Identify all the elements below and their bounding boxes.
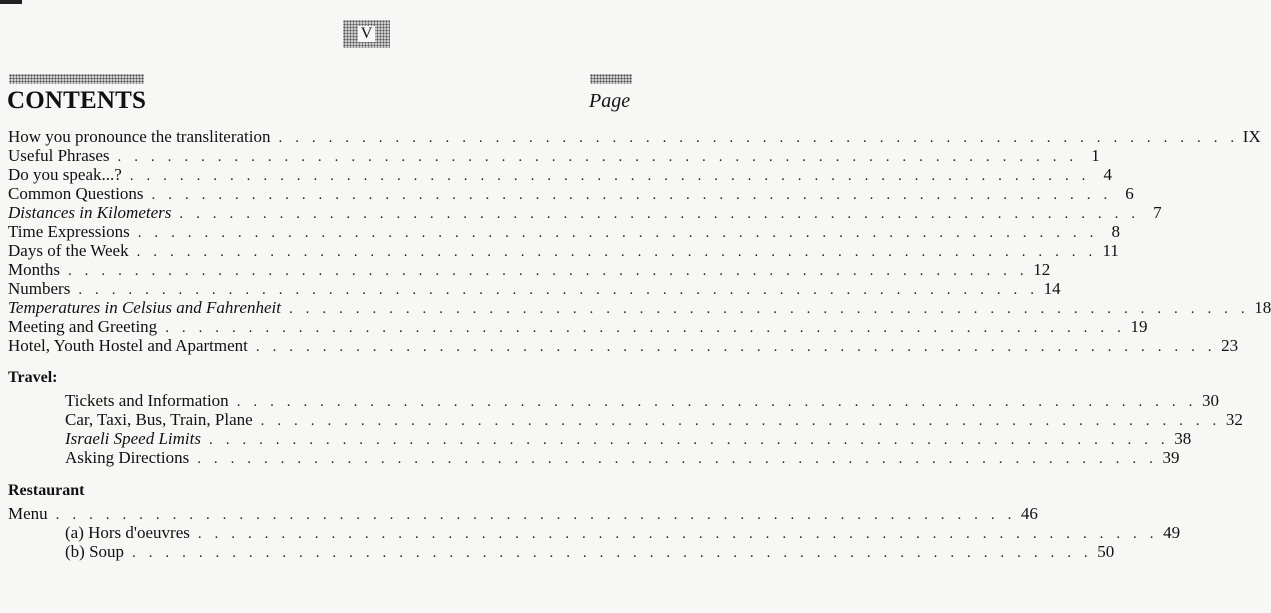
toc-entry-page: 4 (1103, 165, 1113, 184)
toc-entry[interactable] (8, 203, 1162, 222)
toc-entry-title: Meeting and Greeting (8, 317, 158, 336)
toc-entry-page: 30 (1201, 391, 1219, 410)
toc-entry-page: 38 (1174, 429, 1192, 448)
toc-entry[interactable] (8, 504, 1038, 523)
toc-entry-page: 11 (1102, 241, 1119, 260)
toc-entry-page: 49 (1163, 523, 1181, 542)
toc-entry-page: 19 (1130, 317, 1148, 336)
toc-entry[interactable] (8, 279, 1061, 298)
dot-leader: . . . . . . . . . . . . . . . . . . . . . . . . . . . . . . . . . . . . . . . . . . . . . . . . . . . . . . . . . . (197, 526, 1159, 542)
toc-entry[interactable] (65, 448, 1180, 467)
toc-entry[interactable] (65, 391, 1219, 410)
page-column-label: Page (589, 90, 631, 112)
toc-entry-title: Time Expressions (8, 222, 130, 241)
dot-leader: . . . . . . . . . . . . . . . . . . . . . . . . . . . . . . . . . . . . . . . . . . . . . . . . . . . . . . . . . . (136, 244, 1097, 260)
toc-entry-page: IX (1242, 127, 1261, 146)
toc-entry-title: Menu (8, 504, 48, 523)
dot-leader: . . . . . . . . . . . . . . . . . . . . . . . . . . . . . . . . . . . . . . . . . . . . . . . . . . . . . . . . . . (197, 451, 1158, 467)
toc-entry-page: 39 (1162, 448, 1180, 467)
page-number-badge (343, 20, 390, 48)
dot-leader: . . . . . . . . . . . . . . . . . . . . . . . . . . . . . . . . . . . . . . . . . . . . . . . . . . . . . . . . . . (209, 432, 1170, 448)
toc-entry-title: Temperatures in Celsius and Fahrenheit (8, 298, 281, 317)
toc-entry-title: Numbers (8, 279, 71, 298)
toc-entry-title: Days of the Week (8, 241, 129, 260)
toc-entry-title: (a) Hors d'oeuvres (65, 523, 190, 542)
toc-entry-page: 18 (1254, 298, 1271, 317)
section-heading-restaurant: Restaurant (8, 482, 85, 499)
toc-entry-page: 6 (1125, 184, 1134, 203)
toc-entry-title: (b) Soup (65, 542, 125, 561)
toc-entry[interactable] (8, 127, 1261, 146)
toc-entry-title: Tickets and Information (65, 391, 229, 410)
toc-entry-title: Common Questions (8, 184, 144, 203)
toc-entry[interactable] (65, 429, 1192, 448)
toc-entry[interactable] (8, 222, 1120, 241)
dot-leader: . . . . . . . . . . . . . . . . . . . . . . . . . . . . . . . . . . . . . . . . . . . . . . . . . . . . . . . . . . (165, 320, 1126, 336)
contents-heading: CONTENTS (7, 87, 147, 114)
toc-entry-title: Useful Phrases (8, 146, 110, 165)
dot-leader: . . . . . . . . . . . . . . . . . . . . . . . . . . . . . . . . . . . . . . . . . . . . . . . . . . . . . . . . . . (129, 168, 1091, 184)
toc-entry-page: 46 (1020, 504, 1038, 523)
toc-entry[interactable] (8, 241, 1119, 260)
toc-entry-page: 23 (1221, 336, 1239, 355)
toc-entry-title: Car, Taxi, Bus, Train, Plane (65, 410, 253, 429)
toc-entry[interactable] (65, 410, 1243, 429)
toc-entry-page: 7 (1153, 203, 1162, 222)
dot-leader: . . . . . . . . . . . . . . . . . . . . . . . . . . . . . . . . . . . . . . . . . . . . . . . . . . . . . . . . . . (260, 413, 1221, 429)
dot-leader: . . . . . . . . . . . . . . . . . . . . . . . . . . . . . . . . . . . . . . . . . . . . . . . . . . . . . . . . . . (288, 301, 1250, 317)
dot-leader: . . . . . . . . . . . . . . . . . . . . . . . . . . . . . . . . . . . . . . . . . . . . . . . . . . . . . . . . . . (132, 545, 1093, 561)
toc-entry[interactable] (8, 298, 1271, 317)
toc-entry-page: 14 (1043, 279, 1061, 298)
toc-entry-title: Hotel, Youth Hostel and Apartment (8, 336, 248, 355)
toc-entry[interactable] (8, 336, 1239, 355)
toc-entry[interactable] (8, 184, 1134, 203)
corner-mark (0, 0, 22, 4)
toc-entry-page: 8 (1111, 222, 1120, 241)
toc-entry-title: Do you speak...? (8, 165, 122, 184)
toc-entry[interactable] (65, 542, 1115, 561)
toc-entry-page: 1 (1091, 146, 1100, 165)
toc-entry[interactable] (8, 317, 1148, 336)
dot-leader: . . . . . . . . . . . . . . . . . . . . . . . . . . . . . . . . . . . . . . . . . . . . . . . . . . . . . . . . . . (117, 149, 1078, 165)
section-heading-travel: Travel: (8, 369, 58, 386)
dot-leader: . . . . . . . . . . . . . . . . . . . . . . . . . . . . . . . . . . . . . . . . . . . . . . . . . . . . . . . . . . (151, 187, 1112, 203)
dot-leader: . . . . . . . . . . . . . . . . . . . . . . . . . . . . . . . . . . . . . . . . . . . . . . . . . . . . . . . . . . (255, 339, 1217, 355)
dot-leader: . . . . . . . . . . . . . . . . . . . . . . . . . . . . . . . . . . . . . . . . . . . . . . . . . . . . . . . . . . (78, 282, 1039, 298)
page-number: V (358, 26, 376, 42)
toc-entry-title: How you pronounce the transliteration (8, 127, 271, 146)
toc-entry-title: Asking Directions (65, 448, 190, 467)
toc-entry[interactable] (8, 260, 1051, 279)
heading-decoration-stripe (9, 74, 144, 84)
toc-entry-title: Months (8, 260, 60, 279)
page-column-decoration-stripe (590, 74, 632, 84)
toc-entry[interactable] (8, 165, 1113, 184)
toc-entry[interactable] (65, 523, 1181, 542)
dot-leader: . . . . . . . . . . . . . . . . . . . . . . . . . . . . . . . . . . . . . . . . . . . . . . . . . . . . . . . . . . (236, 394, 1197, 410)
toc-entry-page: 32 (1225, 410, 1243, 429)
toc-entry[interactable] (8, 146, 1100, 165)
dot-leader: . . . . . . . . . . . . . . . . . . . . . . . . . . . . . . . . . . . . . . . . . . . . . . . . . . . . . . . . . . (278, 130, 1239, 146)
dot-leader: . . . . . . . . . . . . . . . . . . . . . . . . . . . . . . . . . . . . . . . . . . . . . . . . . . . . . . . . . . (55, 507, 1016, 523)
toc-entry-page: 12 (1033, 260, 1051, 279)
toc-entry-title: Israeli Speed Limits (65, 429, 201, 448)
dot-leader: . . . . . . . . . . . . . . . . . . . . . . . . . . . . . . . . . . . . . . . . . . . . . . . . . . . . . . . . . . (137, 225, 1098, 241)
toc-entry-page: 50 (1097, 542, 1115, 561)
dot-leader: . . . . . . . . . . . . . . . . . . . . . . . . . . . . . . . . . . . . . . . . . . . . . . . . . . . . . . . . . . (67, 263, 1029, 279)
dot-leader: . . . . . . . . . . . . . . . . . . . . . . . . . . . . . . . . . . . . . . . . . . . . . . . . . . . . . . . . . . (179, 206, 1140, 222)
toc-entry-title: Distances in Kilometers (8, 203, 172, 222)
